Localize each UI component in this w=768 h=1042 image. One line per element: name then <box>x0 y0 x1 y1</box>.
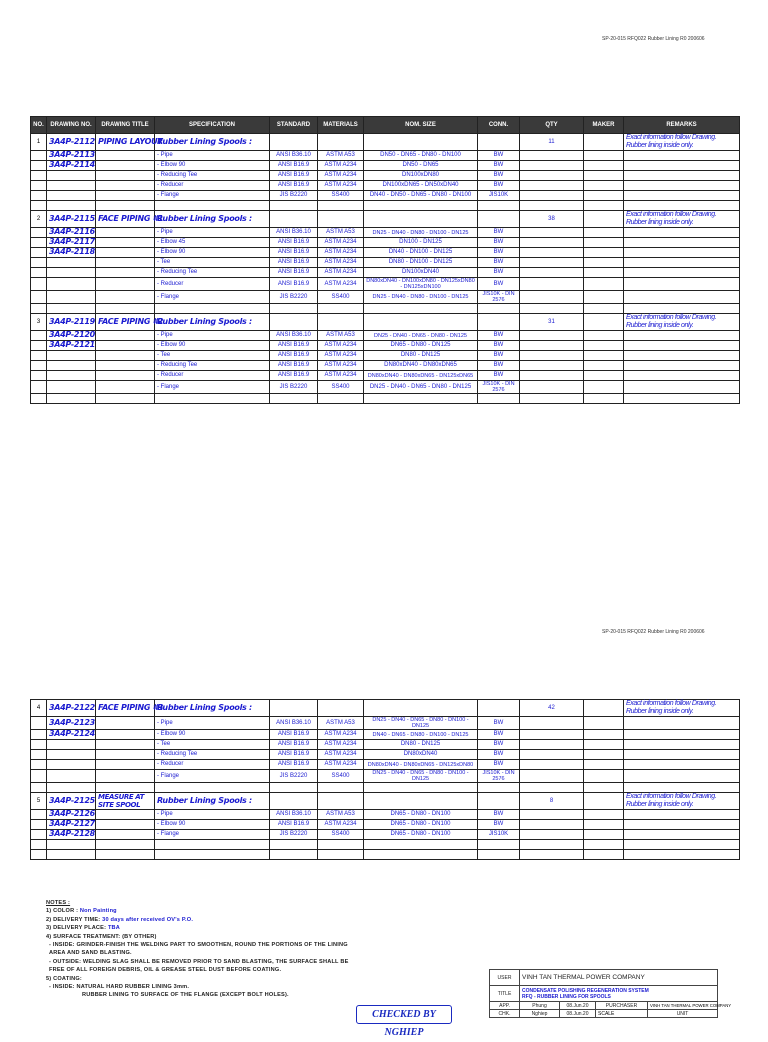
note-coating-inside: - INSIDE: NATURAL HARD RUBBER LINING 3mm. <box>49 984 190 991</box>
spec-item: - Tee <box>155 258 270 268</box>
document-reference: SP-20-015 RFQ022 Rubber Lining R0 200606 <box>602 629 705 635</box>
material: SS400 <box>318 830 364 840</box>
col-standard: STANDARD <box>270 117 318 134</box>
standard: ANSI B36.10 <box>270 331 318 341</box>
material: ASTM A53 <box>318 228 364 238</box>
spec-item: - Reducer <box>155 760 270 770</box>
user-value: VINH TAN THERMAL POWER COMPANY <box>520 970 718 986</box>
standard: ANSI B16.9 <box>270 248 318 258</box>
qty: 11 <box>520 134 584 151</box>
item-no: 1 <box>31 134 47 151</box>
nom-size: DN25 - DN40 - DN65 - DN80 - DN125 <box>364 381 478 394</box>
material: SS400 <box>318 770 364 783</box>
user-label: USER <box>490 970 520 986</box>
material: ASTM A53 <box>318 331 364 341</box>
spec-item: - Elbow 90 <box>155 161 270 171</box>
nom-size: DN65 - DN80 - DN100 <box>364 810 478 820</box>
material: ASTM A234 <box>318 181 364 191</box>
nom-size: DN100xDN80 <box>364 171 478 181</box>
purchaser-label: PURCHASER <box>596 1002 648 1010</box>
standard: ANSI B16.9 <box>270 268 318 278</box>
conn: BW <box>478 238 520 248</box>
conn: BW <box>478 278 520 291</box>
spec-item: - Flange <box>155 770 270 783</box>
spec-item: - Flange <box>155 291 270 304</box>
app-date: 08.Jun.20 <box>560 1002 596 1010</box>
material: ASTM A234 <box>318 248 364 258</box>
document-reference: SP-20-015 RFQ022 Rubber Lining R0 200606 <box>602 36 705 42</box>
spacer-row <box>31 850 740 860</box>
conn: JIS10K - DIN 2576 <box>478 381 520 394</box>
material: ASTM A53 <box>318 810 364 820</box>
conn: BW <box>478 228 520 238</box>
table-row <box>31 740 740 750</box>
item-no: 5 <box>31 793 47 810</box>
app-label: APP. <box>490 1002 520 1010</box>
table-row <box>31 351 740 361</box>
nom-size: DN50 - DN65 - DN80 - DN100 <box>364 151 478 161</box>
conn: JIS10K <box>478 830 520 840</box>
table-row <box>31 151 740 161</box>
nom-size: DN100xDN40 <box>364 268 478 278</box>
col-drawing-title: DRAWING TITLE <box>96 117 155 134</box>
item-no: 3 <box>31 314 47 331</box>
spec-item: - Reducing Tee <box>155 171 270 181</box>
note-coating-flange: RUBBER LINING TO SURFACE OF THE FLANGE (EXCEPT BOLT HOLES). <box>82 992 289 999</box>
rfq-table-page-2 <box>30 699 740 860</box>
checked-stamp: CHECKED BY NGHIEP <box>356 1005 452 1024</box>
title-block-row <box>490 970 718 986</box>
col-qty: QTY <box>520 117 584 134</box>
nom-size: DN40 - DN65 - DN80 - DN100 - DN125 <box>364 730 478 740</box>
material: ASTM A234 <box>318 750 364 760</box>
spacer-row <box>31 201 740 211</box>
conn: BW <box>478 361 520 371</box>
drawing-no: 3A4P-2119 <box>47 314 96 331</box>
title-block-row <box>490 986 718 1002</box>
conn: BW <box>478 717 520 730</box>
drawing-no: 3A4P-2117 <box>47 238 96 248</box>
drawing-no: 3A4P-2123 <box>47 717 96 730</box>
header-row <box>31 117 740 134</box>
note-surface-outside: - OUTSIDE: WELDING SLAG SHALL BE REMOVED PRIOR TO SAND BLASTING, THE SURFACE SHALL BE FREE OF ALL FOREIGN DEBRIS, OIL & GREASE STEEL DUST BEFORE COATING. <box>49 958 349 974</box>
nom-size: DN50 - DN65 <box>364 161 478 171</box>
drawing-no: 3A4P-2127 <box>47 820 96 830</box>
note-color: 1) COLOR : Non Painting <box>46 908 117 915</box>
standard: ANSI B16.9 <box>270 730 318 740</box>
conn: JIS10K <box>478 191 520 201</box>
material: ASTM A234 <box>318 171 364 181</box>
table-row <box>31 268 740 278</box>
conn: BW <box>478 750 520 760</box>
spec-item: - Elbow 90 <box>155 248 270 258</box>
drawing-no: 3A4P-2121 <box>47 341 96 351</box>
conn: BW <box>478 730 520 740</box>
standard: ANSI B16.9 <box>270 171 318 181</box>
nom-size: DN80xDN40 - DN80xDN65 - DN125xDN65 <box>364 371 478 381</box>
purchaser-value: VINH TAN THERMAL POWER COMPANY <box>648 1002 718 1010</box>
table-row <box>31 341 740 351</box>
drawing-no: 3A4P-2116 <box>47 228 96 238</box>
table-row <box>31 371 740 381</box>
nom-size: DN65 - DN80 - DN100 <box>364 820 478 830</box>
drawing-no: 3A4P-2120 <box>47 331 96 341</box>
spec-item: - Pipe <box>155 228 270 238</box>
material: ASTM A234 <box>318 341 364 351</box>
note-delivery-time: 2) DELIVERY TIME: 30 days after received OV's P.O. <box>46 916 194 923</box>
drawing-title: FACE PIPING #1 <box>96 211 155 228</box>
nom-size: DN80 - DN100 - DN125 <box>364 258 478 268</box>
table-row <box>31 331 740 341</box>
nom-size: DN100xDN65 - DN50xDN40 <box>364 181 478 191</box>
item-no: 2 <box>31 211 47 228</box>
material: ASTM A234 <box>318 820 364 830</box>
remarks: Exact information follow Drawing. Rubber lining inside only. <box>624 314 740 331</box>
conn: BW <box>478 341 520 351</box>
chk-label: CHK. <box>490 1010 520 1018</box>
qty: 31 <box>520 314 584 331</box>
conn: BW <box>478 161 520 171</box>
material: ASTM A234 <box>318 258 364 268</box>
nom-size: DN25 - DN40 - DN80 - DN100 - DN125 <box>364 291 478 304</box>
conn: BW <box>478 810 520 820</box>
table-row <box>31 820 740 830</box>
drawing-title: FACE PIPING #3 <box>96 700 155 717</box>
material: ASTM A234 <box>318 730 364 740</box>
chk-date: 08.Jun.20 <box>560 1010 596 1018</box>
standard: ANSI B16.9 <box>270 341 318 351</box>
title-label: TITLE <box>490 986 520 1002</box>
specification: Rubber Lining Spools : <box>155 211 270 228</box>
standard: ANSI B16.9 <box>270 820 318 830</box>
nom-size: DN100 - DN125 <box>364 238 478 248</box>
standard: JIS B2220 <box>270 191 318 201</box>
specification: Rubber Lining Spools : <box>155 793 270 810</box>
nom-size: DN25 - DN40 - DN80 - DN100 - DN125 <box>364 228 478 238</box>
table-row <box>31 171 740 181</box>
standard: ANSI B36.10 <box>270 810 318 820</box>
app-name: Phung <box>520 1002 560 1010</box>
material: ASTM A234 <box>318 161 364 171</box>
drawing-no: 3A4P-2126 <box>47 810 96 820</box>
conn: BW <box>478 371 520 381</box>
title-block <box>489 969 732 1018</box>
conn: BW <box>478 181 520 191</box>
standard: ANSI B16.9 <box>270 760 318 770</box>
col-remarks: REMARKS <box>624 117 740 134</box>
spec-item: - Pipe <box>155 810 270 820</box>
col-maker: MAKER <box>584 117 624 134</box>
standard: ANSI B36.10 <box>270 717 318 730</box>
conn: BW <box>478 760 520 770</box>
notes-section <box>46 899 356 1000</box>
table-row <box>31 760 740 770</box>
table-row <box>31 248 740 258</box>
spec-item: - Reducer <box>155 278 270 291</box>
remarks: Exact information follow Drawing. Rubber lining inside only. <box>624 793 740 810</box>
nom-size: DN40 - DN50 - DN65 - DN80 - DN100 <box>364 191 478 201</box>
material: ASTM A234 <box>318 278 364 291</box>
notes-heading: NOTES : <box>46 900 71 906</box>
table-row <box>31 361 740 371</box>
spacer-row <box>31 783 740 793</box>
material: SS400 <box>318 291 364 304</box>
table-row <box>31 278 740 291</box>
drawing-no: 3A4P-2118 <box>47 248 96 258</box>
table-row <box>31 717 740 730</box>
spec-item: - Pipe <box>155 331 270 341</box>
table-row <box>31 258 740 268</box>
standard: ANSI B16.9 <box>270 371 318 381</box>
standard: ANSI B36.10 <box>270 151 318 161</box>
conn: JIS10K - DIN 2576 <box>478 770 520 783</box>
spec-item: - Elbow 90 <box>155 820 270 830</box>
remarks: Exact information follow Drawing. Rubber lining inside only. <box>624 211 740 228</box>
specification: Rubber Lining Spools : <box>155 700 270 717</box>
col-drawing-no: DRAWING NO. <box>47 117 96 134</box>
standard: JIS B2220 <box>270 830 318 840</box>
table-row <box>31 134 740 151</box>
conn: BW <box>478 171 520 181</box>
spec-item: - Reducing Tee <box>155 361 270 371</box>
nom-size: DN25 - DN40 - DN65 - DN80 - DN125 <box>364 331 478 341</box>
table-row <box>31 830 740 840</box>
nom-size: DN25 - DN40 - DN65 - DN80 - DN100 - DN125 <box>364 770 478 783</box>
scale-label: SCALE <box>596 1010 648 1018</box>
standard: ANSI B16.9 <box>270 161 318 171</box>
nom-size: DN65 - DN80 - DN100 <box>364 830 478 840</box>
spec-item: - Flange <box>155 381 270 394</box>
spec-item: - Reducing Tee <box>155 750 270 760</box>
standard: JIS B2220 <box>270 381 318 394</box>
standard: ANSI B16.9 <box>270 278 318 291</box>
nom-size: DN25 - DN40 - DN65 - DN80 - DN100 - DN125 <box>364 717 478 730</box>
drawing-no: 3A4P-2122 <box>47 700 96 717</box>
standard: ANSI B16.9 <box>270 238 318 248</box>
nom-size: DN40 - DN100 - DN125 <box>364 248 478 258</box>
standard: JIS B2220 <box>270 291 318 304</box>
drawing-no: 3A4P-2113 <box>47 151 96 161</box>
qty: 38 <box>520 211 584 228</box>
title-block-row <box>490 1002 718 1010</box>
drawing-no: 3A4P-2125 <box>47 793 96 810</box>
standard: JIS B2220 <box>270 770 318 783</box>
nom-size: DN80xDN40 - DN80xDN65 <box>364 361 478 371</box>
table-row <box>31 228 740 238</box>
spec-item: - Elbow 45 <box>155 238 270 248</box>
remarks: Exact information follow Drawing. Rubber lining inside only. <box>624 134 740 151</box>
material: ASTM A234 <box>318 268 364 278</box>
spec-item: - Elbow 90 <box>155 730 270 740</box>
table-row <box>31 291 740 304</box>
nom-size: DN80xDN40 - DN80xDN65 - DN125xDN80 <box>364 760 478 770</box>
unit-label: UNIT <box>648 1010 718 1018</box>
nom-size: DN65 - DN80 - DN125 <box>364 341 478 351</box>
col-specification: SPECIFICATION <box>155 117 270 134</box>
conn: BW <box>478 258 520 268</box>
note-surface-inside: - INSIDE: GRINDER-FINISH THE WELDING PART TO SMOOTHEN, ROUND THE PORTIONS OF THE LINING AREA AND SAND BLASTING. <box>49 942 348 957</box>
note-coating: 5) COATING: <box>46 975 82 982</box>
table-row <box>31 314 740 331</box>
standard: ANSI B16.9 <box>270 258 318 268</box>
conn: BW <box>478 820 520 830</box>
conn: BW <box>478 248 520 258</box>
title-block-row <box>490 1010 718 1018</box>
conn: JIS10K - DIN 2576 <box>478 291 520 304</box>
rfq-table-page-1 <box>30 116 740 404</box>
material: SS400 <box>318 381 364 394</box>
material: ASTM A53 <box>318 151 364 161</box>
spec-item: - Tee <box>155 351 270 361</box>
qty: 8 <box>520 793 584 810</box>
spec-item: - Flange <box>155 191 270 201</box>
spec-item: - Elbow 90 <box>155 341 270 351</box>
material: ASTM A234 <box>318 371 364 381</box>
drawing-no: 3A4P-2112 <box>47 134 96 151</box>
conn: BW <box>478 268 520 278</box>
drawing-title: FACE PIPING #2 <box>96 314 155 331</box>
standard: ANSI B16.9 <box>270 351 318 361</box>
col-nom-size: NOM. SIZE <box>364 117 478 134</box>
table-row <box>31 700 740 717</box>
drawing-no: 3A4P-2115 <box>47 211 96 228</box>
table-row <box>31 793 740 810</box>
drawing-no: 3A4P-2124 <box>47 730 96 740</box>
spec-item: - Reducer <box>155 371 270 381</box>
spec-item: - Pipe <box>155 151 270 161</box>
col-materials: MATERIALS <box>318 117 364 134</box>
drawing-no: 3A4P-2128 <box>47 830 96 840</box>
chk-name: Nghiep <box>520 1010 560 1018</box>
col-no: NO. <box>31 117 47 134</box>
material: SS400 <box>318 191 364 201</box>
remarks: Exact information follow Drawing. Rubber lining inside only. <box>624 700 740 717</box>
table-row <box>31 211 740 228</box>
nom-size: DN80 - DN125 <box>364 351 478 361</box>
note-surface-treatment: 4) SURFACE TREATMENT: (BY OTHER) <box>46 933 157 940</box>
conn: BW <box>478 151 520 161</box>
material: ASTM A234 <box>318 740 364 750</box>
conn: BW <box>478 740 520 750</box>
material: ASTM A234 <box>318 361 364 371</box>
qty: 42 <box>520 700 584 717</box>
drawing-title: MEASURE AT SITE SPOOL <box>96 793 155 810</box>
conn: BW <box>478 351 520 361</box>
col-conn: CONN. <box>478 117 520 134</box>
table-row <box>31 238 740 248</box>
standard: ANSI B16.9 <box>270 181 318 191</box>
note-delivery-place: 3) DELIVERY PLACE: TBA <box>46 925 121 932</box>
spec-item: - Reducer <box>155 181 270 191</box>
standard: ANSI B36.10 <box>270 228 318 238</box>
table-row <box>31 381 740 394</box>
table-row <box>31 730 740 740</box>
title-value: CONDENSATE POLISHING REGENERATION SYSTEM RFQ - RUBBER LINING FOR SPOOLS <box>520 986 718 1002</box>
table-row <box>31 181 740 191</box>
spacer-row <box>31 304 740 314</box>
spec-item: - Reducing Tee <box>155 268 270 278</box>
material: ASTM A234 <box>318 238 364 248</box>
specification: Rubber Lining Spools : <box>155 314 270 331</box>
nom-size: DN80xDN40 - DN100xDN80 - DN125xDN80 - DN125xDN100 <box>364 278 478 291</box>
material: ASTM A234 <box>318 351 364 361</box>
nom-size: DN80xDN40 <box>364 750 478 760</box>
spec-item: - Pipe <box>155 717 270 730</box>
table-row <box>31 191 740 201</box>
standard: ANSI B16.9 <box>270 361 318 371</box>
table-row <box>31 770 740 783</box>
standard: ANSI B16.9 <box>270 750 318 760</box>
standard: ANSI B16.9 <box>270 740 318 750</box>
spacer-row <box>31 394 740 404</box>
material: ASTM A234 <box>318 760 364 770</box>
nom-size: DN80 - DN125 <box>364 740 478 750</box>
table-row <box>31 810 740 820</box>
conn: BW <box>478 331 520 341</box>
material: ASTM A53 <box>318 717 364 730</box>
table-row <box>31 750 740 760</box>
spec-item: - Flange <box>155 830 270 840</box>
spacer-row <box>31 840 740 850</box>
item-no: 4 <box>31 700 47 717</box>
specification: Rubber Lining Spools : <box>155 134 270 151</box>
drawing-title: PIPING LAYOUT <box>96 134 155 151</box>
spec-item: - Tee <box>155 740 270 750</box>
drawing-no: 3A4P-2114 <box>47 161 96 171</box>
table-row <box>31 161 740 171</box>
